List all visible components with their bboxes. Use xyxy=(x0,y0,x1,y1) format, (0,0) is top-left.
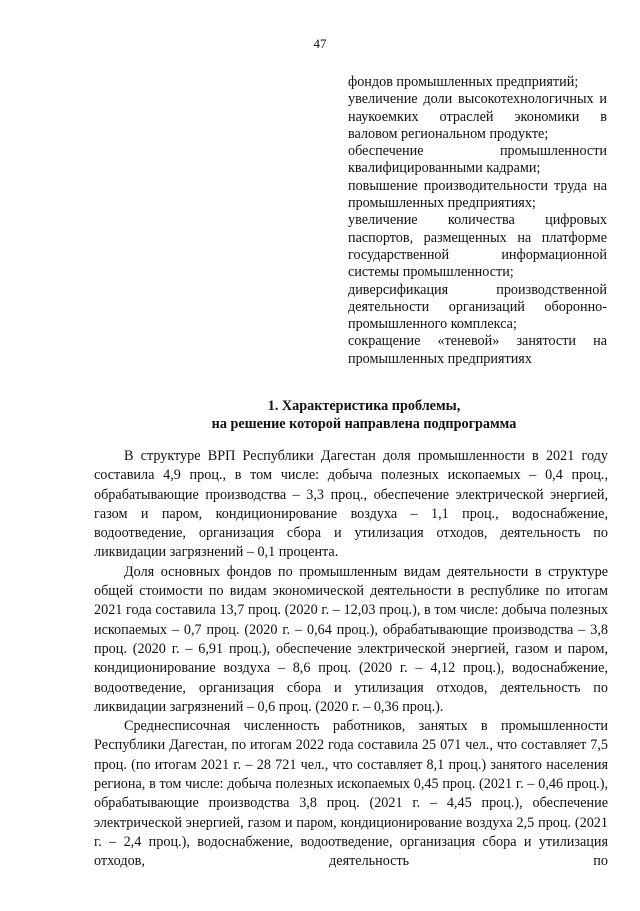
goals-list-item: обеспечение промышленности квалифицированными кадрами; xyxy=(348,143,607,177)
paragraph: Среднесписочная численность работников, занятых в промышленности Республики Дагестан, по итогам 2022 года составила 25 071 чел., что составляет 7,5 проц. (по итогам 2021 г. – 28 721 чел., что составляет 8,1 проц.) занятого населения региона, в том числе: добыча полезных ископаемых 0,45 проц. (2021 г. – 0,46 проц.), обрабатывающие производства 3,8 проц. (2021 г. – 4,45 проц.), обеспечение электрической энергией, газом и паром, кондиционирование воздуха 2,5 проц. (2021 г. – 2,4 проц.), водоснабжение, водоотведение, организация сбора и утилизация отходов, деятельность по xyxy=(94,718,608,870)
goals-list-item: повышение производительности труда на промышленных предприятиях; xyxy=(348,177,607,212)
goals-list-item: фондов промышленных предприятий; xyxy=(348,74,579,90)
paragraph: Доля основных фондов по промышленным видам деятельности в структуре общей стоимости по видам экономической деятельности в республике по итогам 2021 года составила 13,7 проц. (2020 г. – 12,03 проц.), в том числе: добыча полезных ископаемых – 0,7 проц. (2020 г. – 0,64 проц.), обрабатывающие производства – 3,8 проц. (2020 г. – 6,91 проц.), обеспечение электрической энергией, газом и паром, кондиционирование воздуха – 8,6 проц. (2020 г. – 4,12 проц.), водоснабжение, водоотведение, организация сбора и утилизация отходов, деятельность по ликвидации загрязнений – 0,6 проц. (2020 г. – 0,36 проц.). xyxy=(94,563,608,715)
goals-list xyxy=(348,74,607,368)
goals-list-item: сокращение «теневой» занятости на промышленных предприятиях xyxy=(348,333,607,367)
section-heading-line1: 1. Характеристика проблемы, xyxy=(267,398,461,414)
goals-list-item: диверсификация производственной деятельности организаций оборонно-промышленного комплекса; xyxy=(348,281,607,333)
page-number: 47 xyxy=(313,36,327,51)
section-heading xyxy=(0,398,640,433)
paragraph: В структуре ВРП Республики Дагестан доля промышленности в 2021 году составила 4,9 проц., в том числе: добыча полезных ископаемых – 0,4 проц., обрабатывающие производства – 3,3 проц., обеспечение электрической энергией, газом и паром, кондиционирование воздуха – 1,1 проц., водоснабжение, водоотведение, организация сбора и утилизация отходов, деятельность по ликвидации загрязнений – 0,1 процента. xyxy=(94,448,608,561)
section-heading-line2: на решение которой направлена подпрограмма xyxy=(211,415,517,432)
body-text xyxy=(94,447,608,872)
goals-list-item: увеличение доли высокотехнологичных и наукоемких отраслей экономики в валовом региональном продукте; xyxy=(348,91,607,142)
goals-list-item: увеличение количества цифровых паспортов, размещенных на платформе государственной информационной системы промышленности; xyxy=(348,212,607,281)
